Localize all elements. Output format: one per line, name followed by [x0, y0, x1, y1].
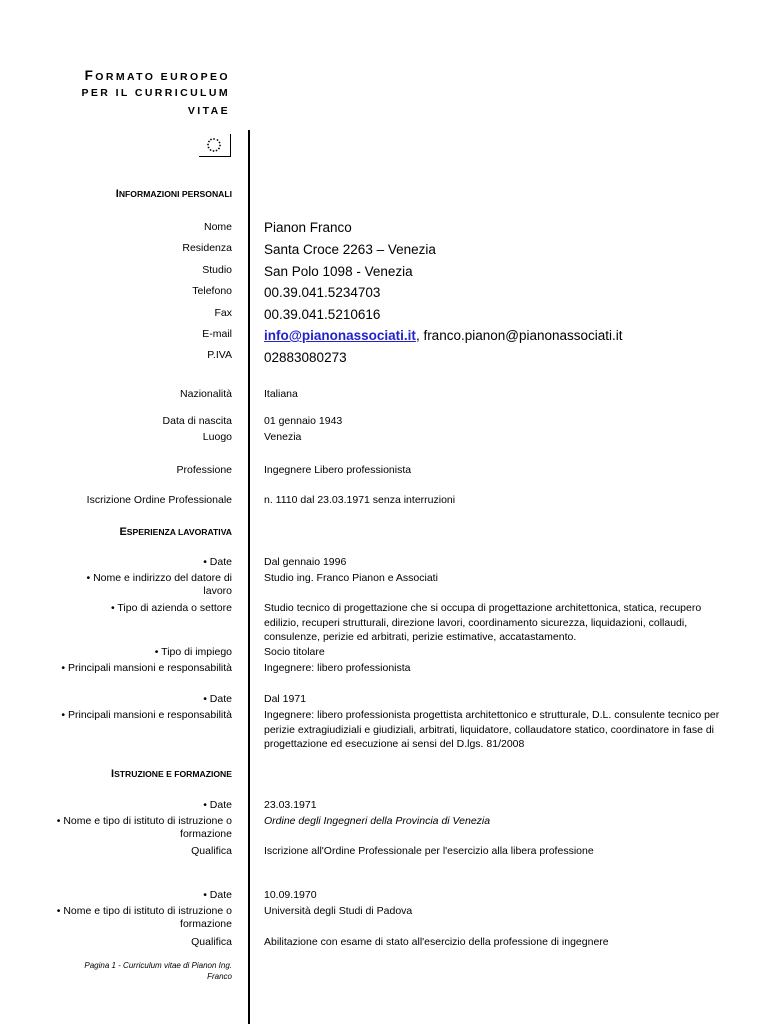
value-fax: 00.39.041.5210616: [264, 307, 381, 322]
value-email: [264, 328, 764, 344]
label-work1-mansioni: • Principali mansioni e responsabilità: [61, 662, 232, 674]
header-line-2: PER IL CURRICULUM: [81, 87, 230, 99]
label-work1-datore: • Nome e indirizzo del datore di lavoro: [86, 572, 232, 597]
label-edu1-date: • Date: [203, 799, 232, 811]
column-divider: [248, 130, 250, 1024]
value-work1-datore: Studio ing. Franco Pianon e Associati: [264, 572, 438, 584]
email-secondary: , franco.pianon@pianonassociati.it: [415, 328, 623, 343]
value-work1-tipo-impiego: Socio titolare: [264, 646, 325, 658]
value-work1-tipo-azienda: Studio tecnico di progettazione che si occupa di progettazione architettonica, statica, recupero edilizio, recuperi strutturali, direzione lavori, coordinamento sicurezza, liquidazioni, collaudi, consulenze, perizie ed arbitrati, perizie estimative, accatastamento.: [264, 602, 702, 643]
value-piva: 02883080273: [264, 350, 347, 365]
label-work1-tipo-impiego: • Tipo di impiego: [154, 646, 232, 658]
label-edu1-istituto: • Nome e tipo di istituto di istruzione o formazione: [56, 815, 232, 840]
section-education-title: ISTRUZIONE E FORMAZIONE: [111, 768, 232, 780]
label-nascita: Data di nascita: [162, 415, 232, 427]
label-residenza: Residenza: [182, 242, 232, 254]
value-edu1-date: 23.03.1971: [264, 799, 317, 811]
value-nascita: 01 gennaio 1943: [264, 415, 343, 427]
value-nazionalita: Italiana: [264, 388, 298, 400]
label-work2-date: • Date: [203, 693, 232, 705]
label-edu1-qualifica: Qualifica: [191, 845, 232, 857]
label-iscrizione: Iscrizione Ordine Professionale: [86, 494, 232, 506]
value-edu1-qualifica: Iscrizione all'Ordine Professionale per l'esercizio alla libera professione: [264, 845, 594, 857]
header-line-3: VITAE: [187, 105, 230, 117]
label-luogo: Luogo: [202, 431, 232, 443]
value-edu2-qualifica: Abilitazione con esame di stato all'esercizio della professione di ingegnere: [264, 936, 609, 948]
label-studio: Studio: [202, 264, 232, 276]
label-edu2-istituto: • Nome e tipo di istituto di istruzione o formazione: [56, 905, 232, 930]
email-link[interactable]: info@pianonassociati.it: [264, 328, 416, 343]
section-personal-title: INFORMAZIONI PERSONALI: [115, 188, 232, 200]
label-work1-tipo-azienda: • Tipo di azienda o settore: [110, 602, 232, 614]
value-telefono: 00.39.041.5234703: [264, 285, 381, 300]
value-work1-mansioni: Ingegnere: libero professionista: [264, 662, 411, 674]
label-professione: Professione: [176, 464, 232, 476]
value-work2-mansioni: Ingegnere: libero professionista progettista architettonico e strutturale, D.L. consulente tecnico per perizie extragiudiziali e giudiziali, arbitrati, liquidatore, collaudatore statico, coordinatore in fase di progettazione ed esecuzione ai sensi del D.lgs. 81/2008: [264, 709, 720, 750]
value-edu2-date: 10.09.1970: [264, 889, 317, 901]
value-work2-date: Dal 1971: [264, 693, 307, 705]
label-piva: P.IVA: [207, 349, 232, 361]
label-nome: Nome: [203, 221, 232, 233]
value-edu2-istituto: Università degli Studi di Padova: [264, 905, 413, 917]
label-fax: Fax: [214, 307, 232, 319]
label-work1-date: • Date: [203, 556, 232, 568]
value-professione: Ingegnere Libero professionista: [264, 464, 412, 476]
label-edu2-qualifica: Qualifica: [191, 936, 232, 948]
label-telefono: Telefono: [192, 285, 232, 297]
page-footer: Pagina 1 - Curriculum vitae di Pianon Ing. Franco: [84, 961, 232, 981]
value-residenza: Santa Croce 2263 – Venezia: [264, 242, 436, 257]
label-nazionalita: Nazionalità: [180, 388, 232, 400]
section-work-title: ESPERIENZA LAVORATIVA: [119, 526, 232, 538]
label-edu2-date: • Date: [203, 889, 232, 901]
value-studio: San Polo 1098 - Venezia: [264, 264, 413, 279]
label-email: E-mail: [202, 328, 232, 340]
value-nome: Pianon Franco: [264, 220, 352, 235]
value-luogo: Venezia: [264, 431, 302, 443]
eu-flag-icon: [199, 134, 231, 157]
value-iscrizione: n. 1110 dal 23.03.1971 senza interruzioni: [264, 494, 456, 506]
label-work2-mansioni: • Principali mansioni e responsabilità: [61, 709, 232, 721]
header-line-1: FORMATO EUROPEO: [84, 68, 230, 83]
value-edu1-istituto: Ordine degli Ingegneri della Provincia di Venezia: [264, 815, 491, 827]
value-work1-date: Dal gennaio 1996: [264, 556, 347, 568]
